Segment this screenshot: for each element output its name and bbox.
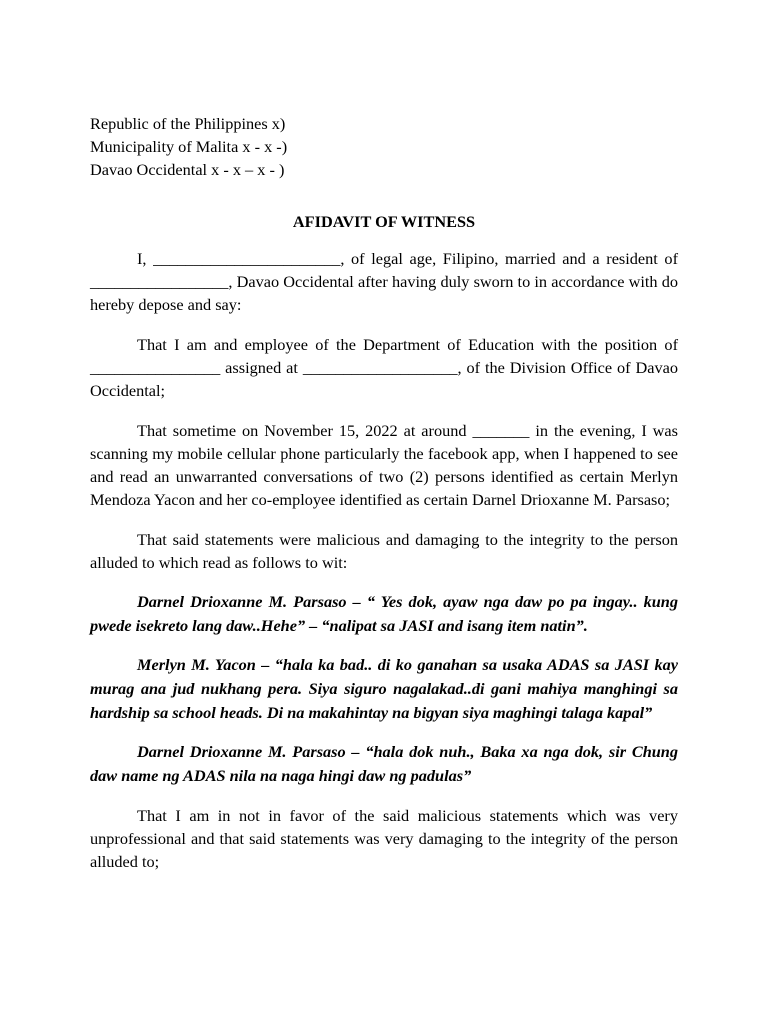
- statements-intro-paragraph: That said statements were malicious and damaging to the integrity to the person alluded to which read as follows to wit:: [90, 530, 678, 572]
- header-republic: Republic of the Philippines x): [90, 114, 286, 133]
- intro-paragraph: I, _______________________, of legal age, Filipino, married and a resident of _________________, Davao Occidental after having duly sworn to in accordance with do hereby depose and say:: [90, 249, 678, 314]
- jurisdiction-header: [90, 112, 678, 181]
- incident-paragraph: That sometime on November 15, 2022 at around _______ in the evening, I was scanning my mobile cellular phone particularly the facebook app, when I happened to see and read an unwarranted conversations of two (2) persons identified as certain Merlyn Mendoza Yacon and her co-employee identified as certain Darnel Drioxanne M. Parsaso;: [90, 421, 678, 509]
- document-page: [90, 112, 678, 873]
- header-province: Davao Occidental x - x – x - ): [90, 160, 285, 179]
- closing-paragraph: That I am in not in favor of the said malicious statements which was very unprofessional and that said statements was very damaging to the integrity of the person alluded to;: [90, 806, 678, 871]
- employment-paragraph: That I am and employee of the Department of Education with the position of ________________ assigned at ___________________, of the Division Office of Davao Occidental;: [90, 335, 678, 400]
- header-municipality: Municipality of Malita x - x -): [90, 137, 288, 156]
- quote-parsaso-2: Darnel Drioxanne M. Parsaso – “hala dok nuh., Baka xa nga dok, sir Chung daw name ng ADAS nila na naga hingi daw ng padulas”: [90, 742, 678, 785]
- document-title: AFIDAVIT OF WITNESS: [292, 212, 476, 231]
- quote-yacon: Merlyn M. Yacon – “hala ka bad.. di ko ganahan sa usaka ADAS sa JASI kay murag ana jud nukhang pera. Siya siguro nagalakad..di gani mahiya manghingi sa hardship sa school heads. Di na makahintay na bigyan siya maghingi talaga kapal”: [90, 655, 678, 722]
- quote-parsaso-1: Darnel Drioxanne M. Parsaso – “ Yes dok, ayaw nga daw po pa ingay.. kung pwede isekreto lang daw..Hehe” – “nalipat sa JASI and isang item natin”.: [90, 592, 678, 635]
